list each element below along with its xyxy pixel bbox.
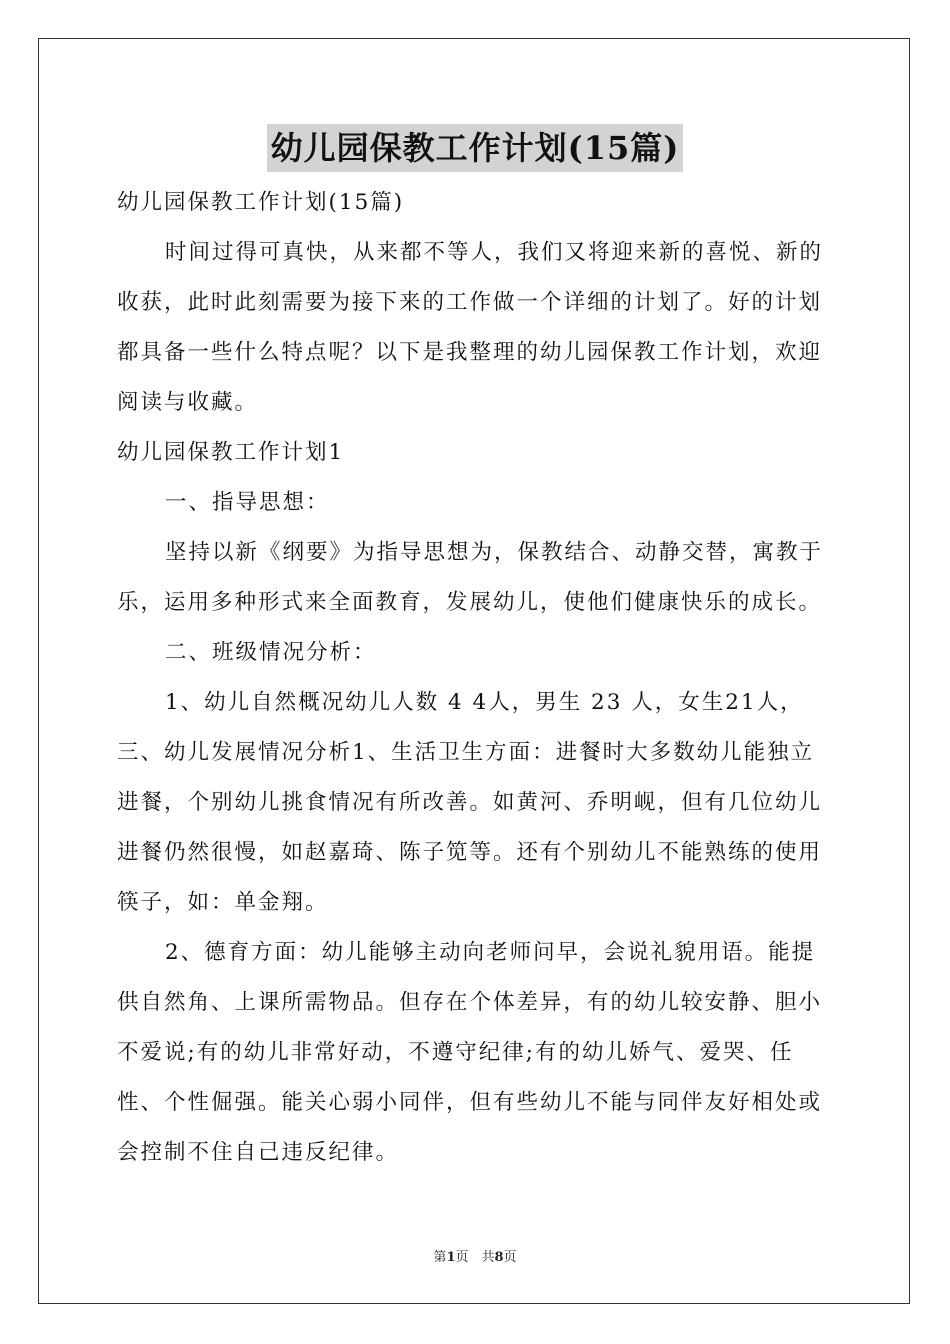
paragraph: 幼儿园保教工作计划(15篇) [117,190,405,215]
document-title: 幼儿园保教工作计划(15篇) [267,124,684,172]
document-body [117,178,835,1178]
section-heading: 幼儿园保教工作计划1 [117,440,345,465]
total-page-number: 8 [494,1250,504,1265]
footer-prefix: 第 [433,1250,447,1265]
page-footer [0,1246,950,1265]
paragraph: 2、德育方面：幼儿能够主动向老师问早，会说礼貌用语。能提供自然角、上课所需物品。但存在个体差异，有的幼儿较安静、胆小不爱说;有的幼儿非常好动，不遵守纪律;有的幼儿娇气、爱哭、任性、个性倔强。能关心弱小同伴，但有些幼儿不能与同伴友好相处或会控制不住自己违反纪律。 [117,940,823,1165]
paragraph: 时间过得可真快，从来都不等人，我们又将迎来新的喜悦、新的收获，此时此刻需要为接下来的工作做一个详细的计划了。好的计划都具备一些什么特点呢？以下是我整理的幼儿园保教工作计划，欢迎阅读与收藏。 [117,240,824,415]
footer-suffix: 页 [503,1250,517,1265]
paragraph: 一、指导思想： [165,490,330,515]
current-page-number: 1 [446,1250,456,1265]
paragraph: 1、幼儿自然概况幼儿人数 4 4人，男生 23 人，女生21人，三、幼儿发展情况分析1、生活卫生方面：进餐时大多数幼儿能独立进餐，个别幼儿挑食情况有所改善。如黄河、乔明岘，但有几位幼儿进餐仍然很慢，如赵嘉琦、陈子笕等。还有个别幼儿不能熟练的使用筷子，如：单金翔。 [117,690,823,915]
footer-mid: 页 共 [455,1250,495,1265]
paragraph: 坚持以新《纲要》为指导思想为，保教结合、动静交替，寓教于乐，运用多种形式来全面教育，发展幼儿，使他们健康快乐的成长。 [117,540,824,615]
paragraph: 二、班级情况分析： [165,640,377,665]
title-container [0,124,950,172]
